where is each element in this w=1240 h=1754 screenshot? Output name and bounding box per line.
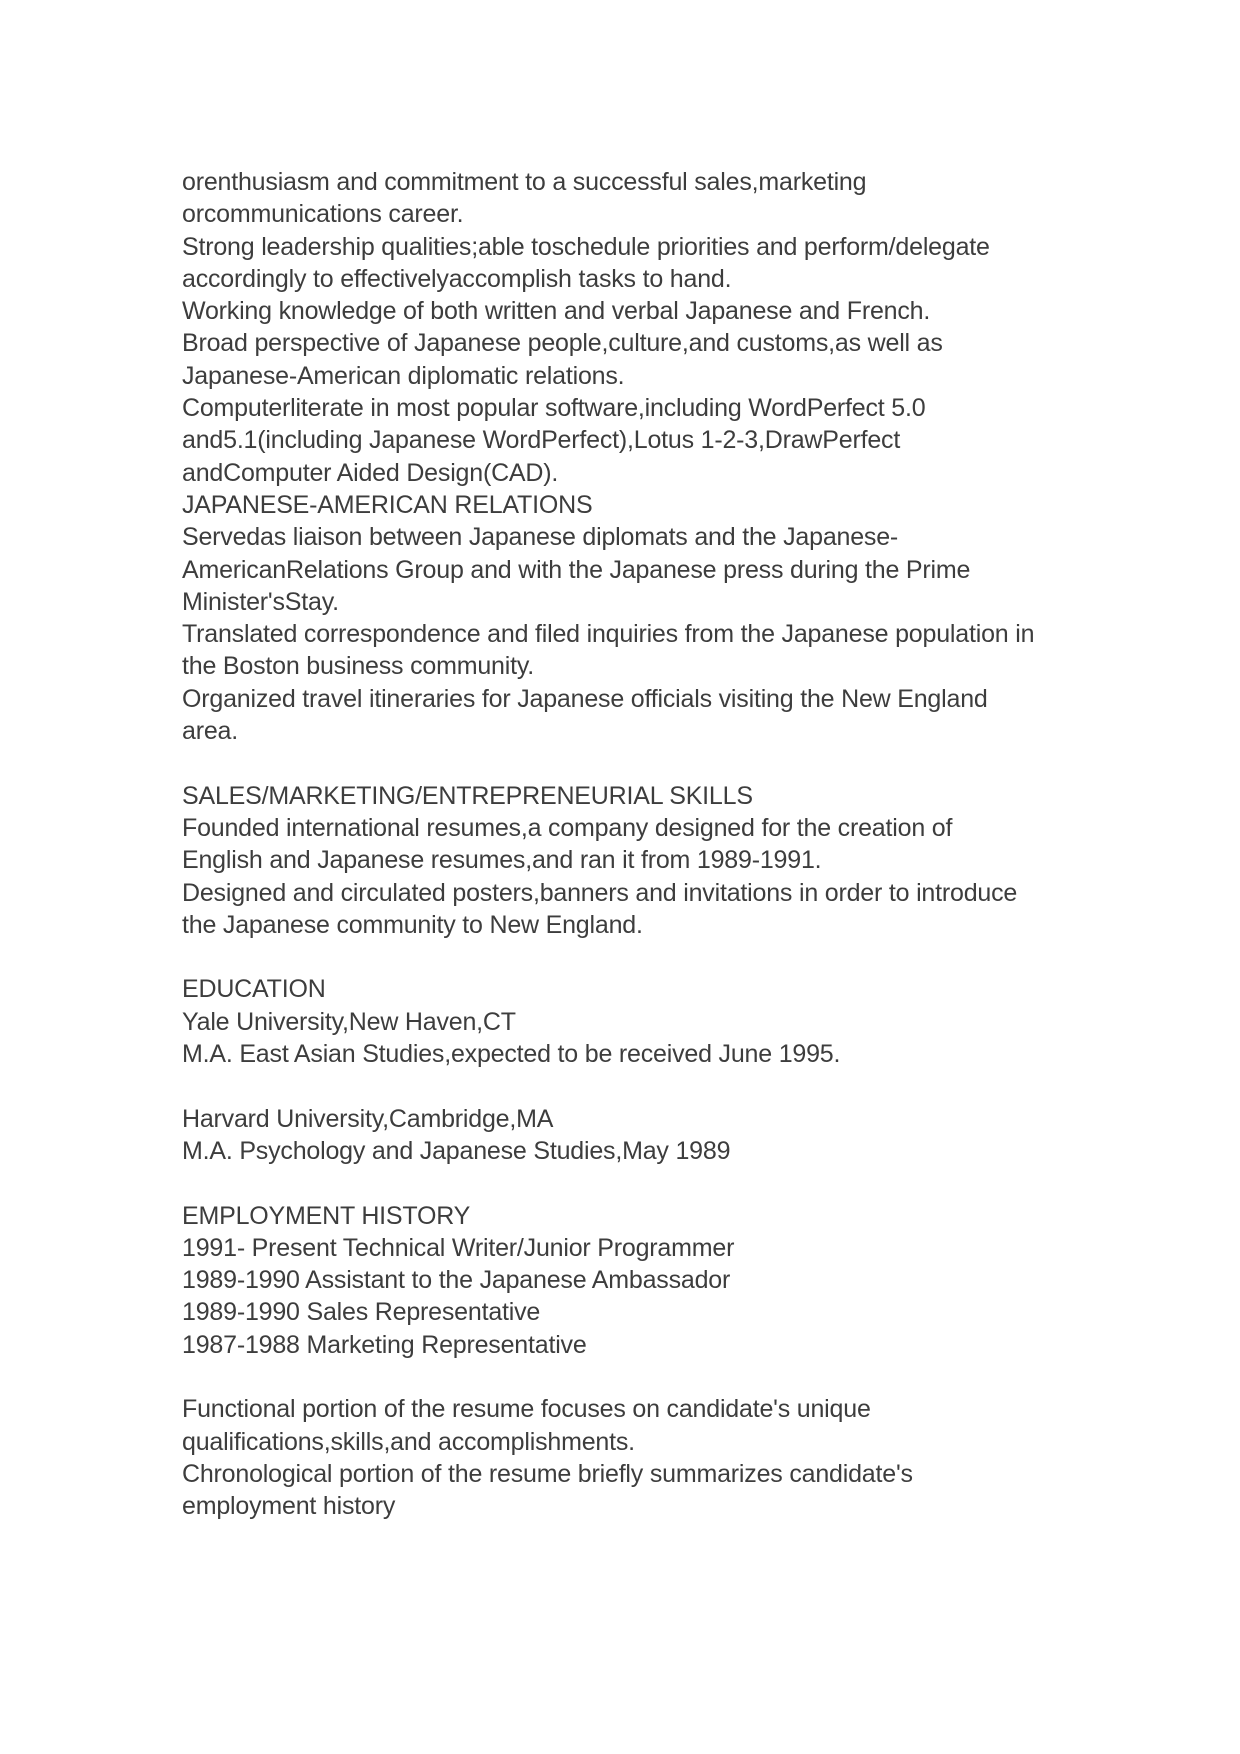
text-line: Strong leadership qualities;able toschedule priorities and perform/delegate [182,232,990,261]
text-line: Functional portion of the resume focuses on candidate's unique [182,1395,871,1424]
text-line: English and Japanese resumes,and ran it from 1989-1991. [182,846,822,875]
text-line: 1989-1990 Assistant to the Japanese Ambassador [182,1266,731,1295]
text-line: 1987-1988 Marketing Representative [182,1330,587,1359]
text-line: Broad perspective of Japanese people,culture,and customs,as well as [182,329,943,358]
text-line: orenthusiasm and commitment to a successful sales,marketing [182,168,867,196]
resume-document-body [182,166,1200,1522]
text-line: and5.1(including Japanese WordPerfect),Lotus 1-2-3,DrawPerfect [182,426,901,455]
text-line: Chronological portion of the resume briefly summarizes candidate's [182,1459,913,1488]
section-heading-sales-marketing: SALES/MARKETING/ENTREPRENEURIAL SKILLS [182,781,753,810]
text-line: M.A. Psychology and Japanese Studies,May 1989 [182,1136,731,1165]
block-sales-marketing-skills [182,780,1200,941]
text-line: 1991- Present Technical Writer/Junior Programmer [182,1233,735,1262]
text-line: orcommunications career. [182,200,464,229]
text-line: area. [182,717,238,746]
text-line: Minister'sStay. [182,587,339,616]
text-line: Organized travel itineraries for Japanese officials visiting the New England [182,684,988,713]
text-line: the Japanese community to New England. [182,910,643,939]
text-line: employment history [182,1492,396,1521]
text-line: Working knowledge of both written and verbal Japanese and French. [182,297,931,326]
text-line: Translated correspondence and filed inquiries from the Japanese population in [182,620,1035,649]
section-heading-employment-history: EMPLOYMENT HISTORY [182,1201,471,1230]
block-employment-history [182,1200,1200,1361]
text-line: Computerliterate in most popular software,including WordPerfect 5.0 [182,394,926,423]
text-line: the Boston business community. [182,652,535,681]
text-line: Harvard University,Cambridge,MA [182,1104,554,1133]
text-line: Founded international resumes,a company designed for the creation of [182,813,953,842]
text-line: AmericanRelations Group and with the Japanese press during the Prime [182,555,971,584]
block-qualifications-continued [182,166,1200,747]
text-line: Yale University,New Haven,CT [182,1007,516,1036]
block-education-harvard [182,1103,1200,1168]
text-line: accordingly to effectivelyaccomplish tasks to hand. [182,264,732,293]
text-line: Servedas liaison between Japanese diplomats and the Japanese- [182,523,899,552]
text-line: Designed and circulated posters,banners and invitations in order to introduce [182,878,1018,907]
block-resume-notes [182,1393,1200,1522]
section-heading-education: EDUCATION [182,975,326,1004]
block-education-yale [182,973,1200,1070]
text-line: andComputer Aided Design(CAD). [182,458,559,487]
text-line: qualifications,skills,and accomplishments. [182,1427,635,1456]
text-line: M.A. East Asian Studies,expected to be received June 1995. [182,1040,841,1069]
text-line: 1989-1990 Sales Representative [182,1298,541,1327]
section-heading-japanese-american-relations: JAPANESE-AMERICAN RELATIONS [182,490,593,519]
text-line: Japanese-American diplomatic relations. [182,361,625,390]
